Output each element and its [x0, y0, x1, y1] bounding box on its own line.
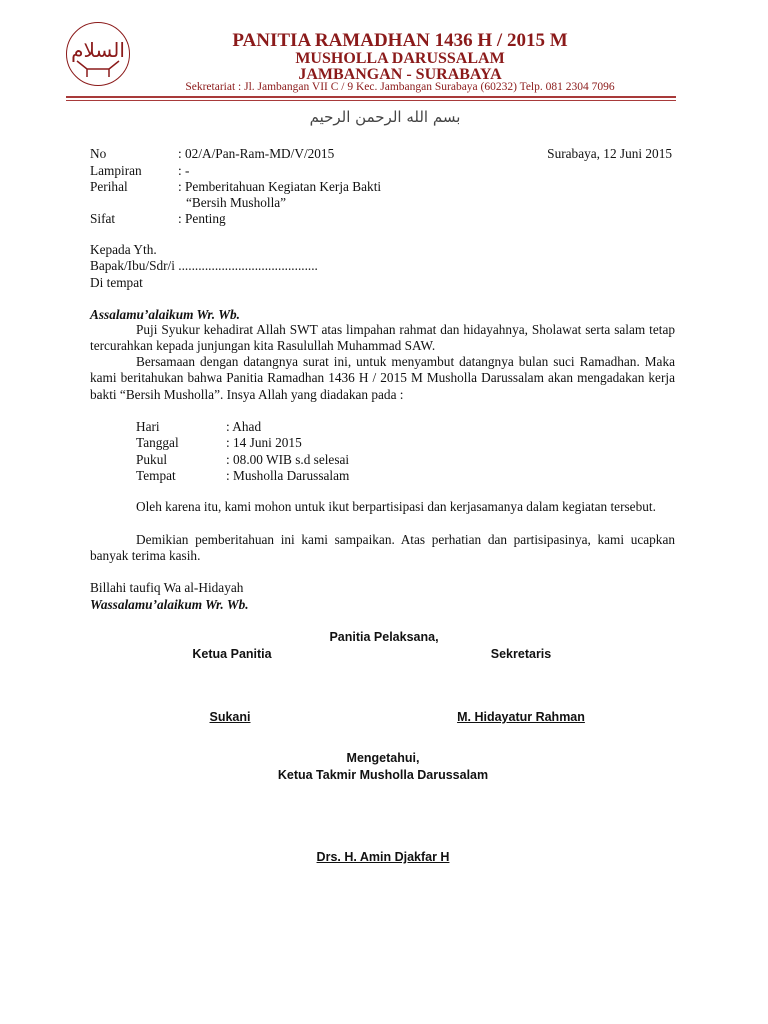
event-label-date: Tanggal: [136, 435, 179, 450]
paragraph-3-text: Oleh karena itu, kami mohon untuk ikut berpartisipasi dan kerjasamanya dalam kegiatan tersebut.: [136, 499, 656, 514]
basmalah: بسم الله الرحمن الرحيم: [309, 108, 461, 126]
paragraph-1: [90, 322, 675, 355]
paragraph-1-text: Puji Syukur kehadirat Allah SWT atas limpahan rahmat dan hidayahnya, Sholawat serta salam tetap tercurahkan kepada junjungan kita Rasulullah Muhammad SAW.: [90, 322, 675, 354]
perihal-label: Perihal: [90, 179, 128, 194]
event-value-date: : 14 Juni 2015: [226, 435, 302, 450]
no-value: : 02/A/Pan-Ram-MD/V/2015: [178, 146, 335, 161]
recipient-line-2: Bapak/Ibu/Sdr/i ..........................................: [90, 258, 318, 273]
sifat-value: : Penting: [178, 211, 226, 226]
event-value-place: : Musholla Darussalam: [226, 468, 350, 483]
takmir-title: Ketua Takmir Musholla Darussalam: [277, 768, 489, 782]
paragraph-2-text: Bersamaan dengan datangnya surat ini, untuk menyambut datangnya bulan suci Ramadhan. Maka kami beritahukan bahwa Panitia Ramadhan 1436 H / 2015 M Musholla Darussalam akan mengadakan kerja bakti “Bersih Musholla”. Insya Allah yang diadakan pada :: [90, 354, 675, 402]
perihal-value-2: “Bersih Musholla”: [186, 195, 287, 210]
svg-text:السلام: السلام: [71, 38, 125, 62]
header-location: JAMBANGAN - SURABAYA: [298, 66, 502, 83]
closing-1: Billahi taufiq Wa al-Hidayah: [90, 580, 244, 595]
acknowledged-heading: Mengetahui,: [346, 751, 420, 765]
paragraph-4-text: Demikian pemberitahuan ini kami sampaikan. Atas perhatian dan partisipasinya, kami ucapkan banyak terima kasih.: [90, 532, 675, 564]
event-label-place: Tempat: [136, 468, 176, 483]
header-rule: [66, 96, 676, 98]
paragraph-3: [90, 499, 675, 515]
header-title: PANITIA RAMADHAN 1436 H / 2015 M: [232, 30, 568, 51]
secretary-name: M. Hidayatur Rahman: [457, 710, 585, 724]
lampiran-label: Lampiran: [90, 163, 142, 178]
event-label-day: Hari: [136, 419, 160, 434]
no-label: No: [90, 146, 107, 161]
event-label-time: Pukul: [136, 452, 168, 467]
chair-name: Sukani: [209, 710, 251, 724]
chair-title: Ketua Panitia: [192, 647, 272, 661]
event-value-day: : Ahad: [226, 419, 262, 434]
header-rule-thin: [66, 100, 676, 101]
musholla-logo: [66, 22, 130, 86]
perihal-value: : Pemberitahuan Kegiatan Kerja Bakti: [178, 179, 382, 194]
committee-heading: Panitia Pelaksana,: [329, 630, 439, 644]
recipient-line-3: Di tempat: [90, 275, 143, 290]
lampiran-value: : -: [178, 163, 190, 178]
letter-date: Surabaya, 12 Juni 2015: [547, 146, 672, 161]
takmir-name: Drs. H. Amin Djakfar H: [316, 850, 450, 864]
greeting: Assalamu’alaikum Wr. Wb.: [90, 307, 241, 322]
header-org: MUSHOLLA DARUSSALAM: [295, 50, 505, 67]
closing-2: Wassalamu’alaikum Wr. Wb.: [90, 597, 249, 612]
sifat-label: Sifat: [90, 211, 116, 226]
header-address: Sekretariat : Jl. Jambangan VII C / 9 Kec. Jambangan Surabaya (60232) Telp. 081 2304 7096: [185, 81, 615, 93]
recipient-line-1: Kepada Yth.: [90, 242, 157, 257]
event-value-time: : 08.00 WIB s.d selesai: [226, 452, 350, 467]
paragraph-2: [90, 354, 675, 403]
secretary-title: Sekretaris: [490, 647, 552, 661]
paragraph-4: [90, 532, 675, 565]
